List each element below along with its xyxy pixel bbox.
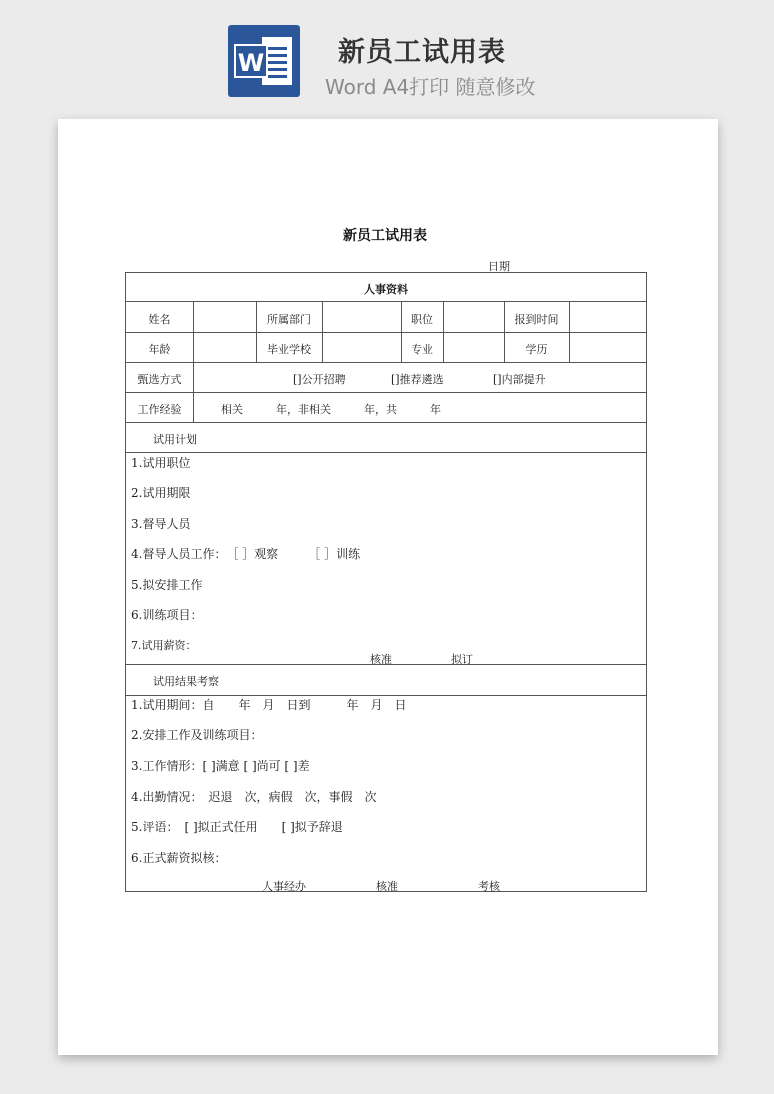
plan-item-1: 1.试用职位 (131, 456, 191, 470)
header-subtitle: Word A4打印 随意修改 (325, 75, 536, 99)
page-header (0, 0, 774, 110)
trial-review-heading: 试用结果考察 (153, 675, 219, 688)
option-internal-promotion: []内部提升 (493, 373, 546, 386)
work-experience-label: 工作经验 (137, 403, 182, 416)
trial-form-table (125, 272, 647, 892)
word-document-icon (228, 25, 300, 97)
review-item-2: 2.安排工作及训练项目： (131, 728, 263, 742)
department-label: 所属部门 (267, 313, 311, 326)
plan-draft-label: 拟订 (451, 653, 473, 666)
option-public-recruit: []公开招聘 (293, 373, 346, 386)
assessment-label: 考核 (478, 880, 500, 893)
section-personnel-heading: 人事资料 (364, 283, 408, 296)
option-referral: []推荐遴选 (391, 373, 444, 386)
work-experience-text: 相关 年，非相关 年，共 年 (221, 403, 441, 416)
plan-approve-label: 核准 (370, 653, 392, 666)
plan-item-4: 4.督导人员工作： ［ ］观察 ［ ］训练 (131, 547, 361, 561)
plan-item-2: 2.试用期限 (131, 486, 191, 500)
review-item-1: 1.试用期间：自 年 月 日到 年 月 日 (131, 698, 407, 712)
review-approve-label: 核准 (376, 880, 398, 893)
document-page (58, 119, 718, 1055)
document-title: 新员工试用表 (343, 228, 427, 244)
review-item-4: 4.出勤情况： 迟退 次，病假 次，事假 次 (131, 790, 377, 804)
age-label: 年龄 (148, 343, 171, 356)
review-item-5: 5.评语： [ ]拟正式任用 [ ]拟予辞退 (131, 820, 343, 834)
plan-item-6: 6.训练项目： (131, 608, 203, 622)
word-letter: W (234, 44, 268, 78)
name-label: 姓名 (148, 313, 171, 326)
hr-handler-label: 人事经办 (262, 880, 306, 893)
position-label: 职位 (411, 313, 433, 326)
trial-plan-heading: 试用计划 (153, 433, 197, 446)
major-label: 专业 (411, 343, 433, 356)
date-label: 日期 (488, 260, 510, 273)
plan-item-5: 5.拟安排工作 (131, 578, 203, 592)
school-label: 毕业学校 (267, 343, 311, 356)
plan-item-7: 7.试用薪资： (131, 639, 197, 652)
review-item-3: 3.工作情形：[ ]满意 [ ]尚可 [ ]差 (131, 759, 310, 773)
review-item-6: 6.正式薪资拟核： (131, 851, 227, 865)
selection-method-label: 甄选方式 (137, 373, 182, 386)
header-title: 新员工试用表 (338, 37, 506, 68)
report-date-label: 报到时间 (514, 313, 559, 326)
education-label: 学历 (525, 343, 548, 356)
plan-item-3: 3.督导人员 (131, 517, 191, 531)
